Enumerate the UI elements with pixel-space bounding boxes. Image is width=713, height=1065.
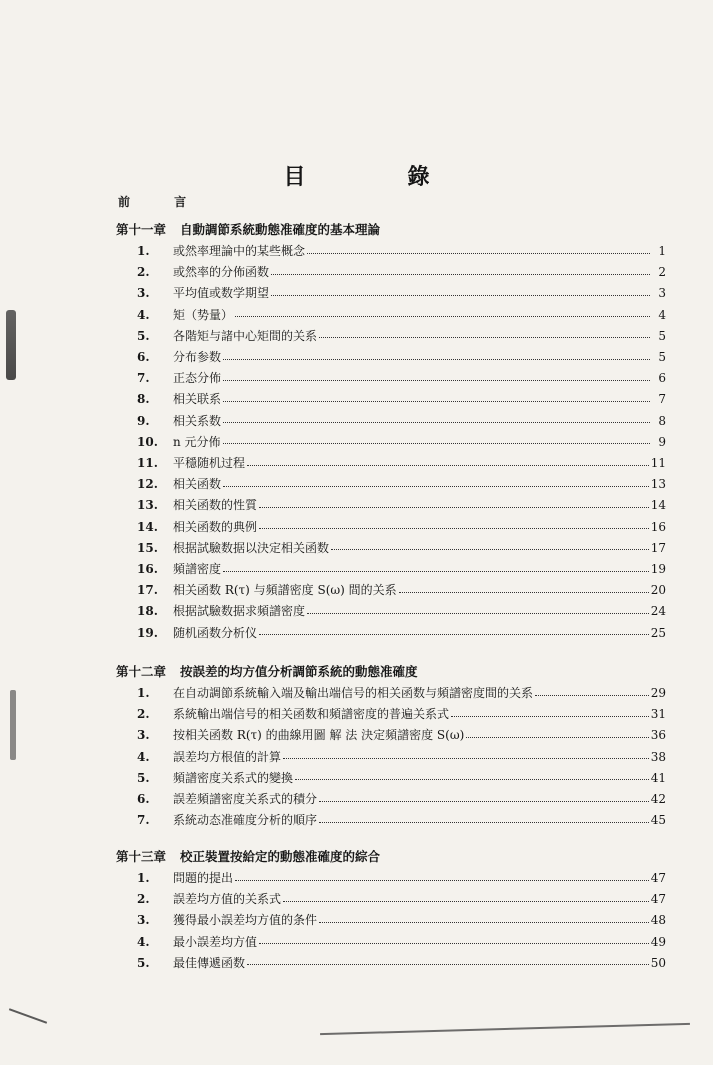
dot-leader (319, 822, 649, 823)
entry-page-number: 11 (650, 456, 666, 470)
chapter-name: 按誤差的均方值分析調節系統的動態准確度 (180, 664, 418, 679)
dot-leader (247, 964, 649, 965)
entry-number: 4. (137, 749, 150, 764)
entry-number: 2. (137, 892, 150, 907)
toc-entry (137, 933, 666, 949)
entry-number: 3. (137, 913, 150, 928)
entry-number: 1. (137, 686, 150, 700)
entry-page-number: 25 (650, 625, 666, 640)
dot-leader (319, 337, 650, 338)
margin-smudge (6, 310, 16, 380)
entry-number: 15. (137, 540, 158, 555)
entry-title: 根据試驗数据以決定相关函数 (173, 540, 330, 555)
page-title: 目 錄 (283, 164, 470, 190)
dot-leader (271, 295, 650, 296)
entry-number: 12. (137, 477, 158, 492)
entry-page-number: 41 (650, 770, 666, 785)
toc-entry (137, 790, 666, 806)
dot-leader (331, 549, 649, 550)
entry-title: 相关联系 (173, 392, 222, 407)
dot-leader (283, 758, 649, 759)
toc-entry (137, 954, 666, 970)
entry-title: 在自动調節系統輸入端及輸出端信号的相关函数与頻譜密度間的关系 (173, 686, 534, 700)
entry-page-number: 19 (650, 562, 666, 576)
entry-page-number: 13 (650, 477, 666, 492)
dot-leader (259, 507, 649, 508)
toc-entry (137, 869, 666, 885)
dot-leader (259, 528, 649, 529)
entry-title: n 元分佈 (173, 434, 221, 449)
entry-title: 分布参数 (173, 350, 222, 364)
entry-number: 1. (137, 244, 150, 258)
dot-leader (259, 634, 649, 635)
toc-entry (137, 560, 666, 576)
entry-number: 11. (137, 456, 158, 470)
dot-leader (399, 592, 649, 593)
entry-page-number: 31 (650, 707, 666, 722)
dot-leader (259, 943, 649, 944)
dot-leader (466, 737, 648, 738)
entry-page-number: 5 (658, 328, 666, 343)
dot-leader (223, 359, 650, 360)
entry-number: 3. (137, 728, 150, 743)
chapter-label: 第十一章 (116, 222, 167, 237)
entry-title: 問題的提出 (173, 871, 234, 885)
dot-leader (307, 253, 650, 254)
dot-leader (223, 571, 649, 572)
entry-number: 7. (137, 813, 150, 828)
dot-leader (319, 801, 649, 802)
entry-title: 随机函数分析仪 (173, 625, 258, 640)
entry-title: 各階矩与諸中心矩間的关系 (173, 328, 318, 343)
entry-number: 13. (137, 498, 158, 513)
entry-page-number: 4 (658, 307, 666, 322)
entry-title: 頻譜密度关系式的變換 (173, 770, 294, 785)
dot-leader (235, 316, 650, 317)
toc-entry (137, 475, 666, 491)
entry-page-number: 5 (658, 350, 666, 364)
entry-title: 矩（势量） (173, 307, 234, 322)
toc-entry (137, 263, 666, 279)
entry-page-number: 36 (650, 728, 666, 743)
entry-title: 最小誤差均方值 (173, 934, 258, 949)
toc-entry (137, 348, 666, 364)
entry-number: 2. (137, 707, 150, 722)
entry-number: 4. (137, 934, 150, 949)
toc-entry (137, 327, 666, 343)
entry-page-number: 6 (658, 371, 666, 386)
entry-title: 平均值或数学期望 (173, 286, 270, 301)
entry-number: 8. (137, 392, 150, 407)
entry-title: 根据試驗数据求頻譜密度 (173, 604, 306, 619)
entry-title: 誤差均方根值的計算 (173, 749, 282, 764)
entry-page-number: 49 (650, 934, 666, 949)
entry-title: 相关函数的典例 (173, 519, 258, 534)
entry-number: 1. (137, 871, 150, 885)
chapter-name: 自動調節系統動態准確度的基本理論 (180, 222, 381, 237)
entry-title: 或然率理論中的某些概念 (173, 244, 306, 258)
chapter-name: 校正裝置按給定的動態准確度的綜合 (180, 849, 381, 864)
entry-number: 14. (137, 519, 158, 534)
dot-leader (223, 443, 650, 444)
chapter-heading (116, 662, 418, 680)
toc-entry (137, 518, 666, 534)
preface-heading: 前 言 (118, 195, 207, 209)
entry-page-number: 24 (650, 604, 666, 619)
toc-entry (137, 602, 666, 618)
toc-entry (137, 811, 666, 827)
entry-page-number: 47 (650, 892, 666, 907)
entry-number: 10. (137, 434, 158, 449)
dot-leader (451, 716, 649, 717)
dot-leader (307, 613, 649, 614)
entry-page-number: 8 (658, 413, 666, 428)
entry-page-number: 14 (650, 498, 666, 513)
entry-title: 最佳傳遞函数 (173, 955, 246, 970)
toc-entry (137, 369, 666, 385)
entry-page-number: 29 (650, 686, 666, 700)
toc-entry (137, 748, 666, 764)
bottom-scan-line (320, 1023, 690, 1035)
toc-entry (137, 454, 666, 470)
entry-page-number: 1 (658, 244, 666, 258)
toc-entry (137, 496, 666, 512)
entry-page-number: 42 (650, 792, 666, 806)
entry-title: 按相关函数 R(τ) 的曲線用圖 解 法 決定頻譜密度 S(ω) (173, 728, 465, 743)
entry-number: 4. (137, 307, 150, 322)
entry-page-number: 50 (650, 955, 666, 970)
toc-entry (137, 539, 666, 555)
toc-entry (137, 284, 666, 300)
chapter-heading (116, 220, 380, 238)
entry-page-number: 3 (658, 286, 666, 301)
entry-number: 6. (137, 792, 150, 806)
dot-leader (295, 779, 649, 780)
entry-title: 相关函数 (173, 477, 222, 492)
entry-title: 誤差均方值的关系式 (173, 892, 282, 907)
chapter-label: 第十三章 (116, 849, 167, 864)
toc-entry (137, 911, 666, 927)
entry-page-number: 9 (658, 434, 666, 449)
entry-number: 18. (137, 604, 158, 619)
toc-entry (137, 624, 666, 640)
toc-entry (137, 242, 666, 258)
chapter-heading (116, 847, 380, 865)
entry-title: 或然率的分佈函数 (173, 265, 270, 280)
toc-entry (137, 433, 666, 449)
toc-entry (137, 769, 666, 785)
toc-entry (137, 684, 666, 700)
entry-number: 5. (137, 955, 150, 970)
entry-number: 5. (137, 328, 150, 343)
toc-entry (137, 306, 666, 322)
dot-leader (235, 880, 649, 881)
dot-leader (283, 901, 649, 902)
toc-entry (137, 726, 666, 742)
entry-title: 獲得最小誤差均方值的条件 (173, 913, 318, 928)
entry-page-number: 2 (658, 265, 666, 280)
margin-smudge (10, 690, 16, 760)
toc-entry (137, 890, 666, 906)
entry-title: 系統动态准確度分析的順序 (173, 813, 318, 828)
entry-number: 6. (137, 350, 150, 364)
entry-page-number: 7 (658, 392, 666, 407)
entry-title: 誤差頻譜密度关系式的積分 (173, 792, 318, 806)
entry-number: 5. (137, 770, 150, 785)
toc-entry (137, 390, 666, 406)
dot-leader (223, 422, 650, 423)
entry-page-number: 20 (650, 583, 666, 598)
dot-leader (223, 380, 650, 381)
dot-leader (271, 274, 650, 275)
entry-title: 頻譜密度 (173, 562, 222, 576)
entry-page-number: 16 (650, 519, 666, 534)
entry-number: 17. (137, 583, 158, 598)
entry-page-number: 45 (650, 813, 666, 828)
dot-leader (223, 401, 650, 402)
dot-leader (319, 922, 649, 923)
toc-entry (137, 581, 666, 597)
corner-scan-line (9, 1008, 47, 1024)
entry-title: 系統輸出端信号的相关函数和頻譜密度的普遍关系式 (173, 707, 450, 722)
entry-number: 16. (137, 562, 158, 576)
entry-page-number: 47 (650, 871, 666, 885)
entry-title: 相关函数的性質 (173, 498, 258, 513)
entry-title: 相关函数 R(τ) 与頻譜密度 S(ω) 間的关系 (173, 583, 397, 598)
dot-leader (535, 695, 649, 696)
toc-entry (137, 705, 666, 721)
entry-page-number: 17 (650, 540, 666, 555)
entry-title: 平穩随机过程 (173, 456, 246, 470)
dot-leader (247, 465, 649, 466)
entry-number: 19. (137, 625, 158, 640)
toc-entry (137, 412, 666, 428)
entry-number: 3. (137, 286, 150, 301)
entry-number: 7. (137, 371, 150, 386)
entry-page-number: 48 (650, 913, 666, 928)
entry-title: 正态分佈 (173, 371, 222, 386)
chapter-label: 第十二章 (116, 664, 167, 679)
entry-title: 相关系数 (173, 413, 222, 428)
entry-number: 2. (137, 265, 150, 280)
entry-number: 9. (137, 413, 150, 428)
dot-leader (223, 486, 649, 487)
entry-page-number: 38 (650, 749, 666, 764)
